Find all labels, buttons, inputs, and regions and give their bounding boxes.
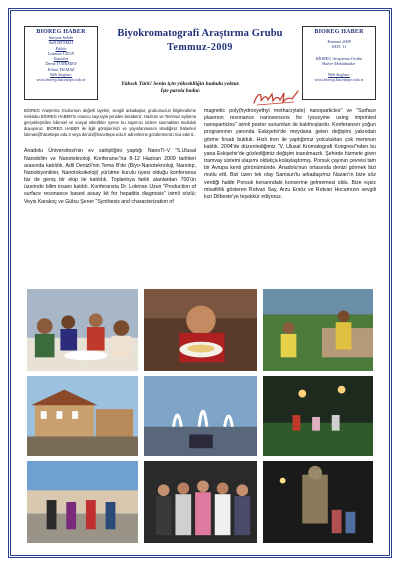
issue-number: SAYI: 11 bbox=[331, 44, 347, 50]
photo-park-walk bbox=[262, 288, 374, 372]
conference-paragraph-continued: magnetic poly(hydroxyethyl methacrylate) nanoparticles" ve "Surface plasmon resonance nanosensors for lysozyme using imprinted nanoparticles" isimli poster sunumları ile katılmışlardır. Konferansın yoğun programının yanında Eskişehir'de meydana gelen değişimi yakından görme fırsatı bulduk. Hızlı tren ile yaptığımız yolculuktan çok memnun kaldık. 2004'de düzenlediğimiz "V. Ulusal Kromatografi Kongresi"nden bu yana Eskişehir'de gözlediğimiz değişim inanılmazdı. Şehirde hizmete giren tramvay sistemi ulaşımı oldukça kolaylaştırmış. Porsuk çayının çevresi tam bir Avrupa kenti görünümünde. Anadolu'nun ortasında denizi görmek bizi mutlu etti. Bizi üzen tek olay Samsun'lu arkadaşımız Nazan'ın bize söz verdiği halde Porsuk kenarındaki konserine gelmemesi oldu. Bize eşsiz misafirlik gösteren Rıdvan Say, Arzu Ersöz ve Rıdvan Hocamızın sevgili kızı Dilbeste'ye teşekkür ediyoruz. bbox=[204, 108, 376, 200]
right-box-website[interactable]: www.bioreg.hacettepe.edu.tr bbox=[314, 77, 364, 83]
left-box-line: İmtiyaz Sahibi bbox=[48, 35, 74, 40]
slogan-line: İşte parola budur. bbox=[160, 88, 201, 94]
article-column-right bbox=[204, 108, 376, 201]
photo-statue-night bbox=[262, 460, 374, 544]
left-box-line: Editör bbox=[55, 45, 67, 51]
photo-child-eating bbox=[143, 288, 258, 372]
article-column-left bbox=[24, 108, 196, 206]
right-box-line: BİOREG Araştırma Grubu bbox=[315, 55, 363, 61]
left-box-line: Yazarlar bbox=[53, 56, 69, 62]
left-box-line: Erhan YILMAZ bbox=[47, 66, 75, 72]
slogan bbox=[118, 81, 243, 95]
issue-title-date: Temmuz-2009 bbox=[167, 42, 233, 53]
left-box-website[interactable]: www.bioreg.hacettepe.edu.tr bbox=[36, 77, 86, 83]
issue-date: Temmuz 2009 bbox=[327, 39, 351, 44]
intro-paragraph: BİOREG Araştırma Grubu'nun değerli üyeleri, sevgili arkadaşlar, grubumuzun bilgilendirme mektubu BİOREG HABER'in onuncu sayısıyla yeniden beraberiz. Haziran ve Temmuz aylarına gerçekleştirilen bilimsel ve sosyal etkinlikler içeren bu sayımızı sizlere sunmaktan mutluluk duyuyoruz. BİOREG HABER ile ilgili görüşlerinizi ve yayınlanmasını istediğiniz haberleri lokman@hacettepe.edu.tr veya denizt@hacettepe.edu.tr adreslerine göndermenizi rica ederiz. bbox=[24, 108, 196, 138]
photo-group-dinner bbox=[26, 288, 139, 372]
newsletter-name: BIOREG HABER bbox=[36, 29, 86, 35]
left-box-line: Adil DENİZLİ bbox=[48, 40, 74, 46]
right-box-line: Haber Mektubudur. bbox=[322, 60, 356, 66]
masthead-left-box bbox=[24, 26, 98, 100]
photo-group-portrait bbox=[143, 460, 258, 544]
newsletter-name: BIOREG HABER bbox=[314, 29, 364, 35]
conference-paragraph: Anadolu Üniversitesi'nin ev sahipliğini yaptığı NanoTr-V "5.Ulusal Nanobilim ve Nanoteknoloji Konferansı"na 8-12 Haziran 2009 tarihleri arasında katıldık. Adil Denizli'nin Tema B'de (Biyo-Nanoteknoloji, Nanotıp, Nanobiyonikler, Nanotoksikoloji) yürütme kurulu üyesi olduğu konferansa biz de geniş bir ekip ile katıldık. Toplantıya farklı alanlardan 700'ün üzerinde bilim insanı katıldı. Konferansta Dr. Lokman Uzun "Production of surface resonance based assay kit for hepatitis diagnosis" isimli sözlü; Veyis Karakoç ve Gülsu Şener "Synthesis and characterization of bbox=[24, 148, 196, 205]
photo-group-street bbox=[26, 460, 139, 544]
left-box-line: Deniz TÜRKMEN bbox=[45, 61, 77, 67]
left-box-line: Lokman UZUN bbox=[47, 50, 75, 56]
masthead-right-box bbox=[302, 26, 376, 100]
ataturk-signature-image bbox=[252, 88, 300, 108]
group-title: Biyokromatografi Araştırma Grubu bbox=[117, 28, 283, 39]
photo-evening-group bbox=[262, 375, 374, 457]
slogan-line: Yüksek Türk! Senin için yükseklliğin hududu yoktur. bbox=[121, 81, 240, 87]
masthead-title bbox=[104, 28, 296, 53]
photo-historic-houses bbox=[26, 375, 139, 457]
left-box-line: Web Sayfası: bbox=[49, 72, 73, 78]
right-box-line: Web Sayfası: bbox=[327, 72, 351, 78]
photo-fountain-night bbox=[143, 375, 258, 457]
